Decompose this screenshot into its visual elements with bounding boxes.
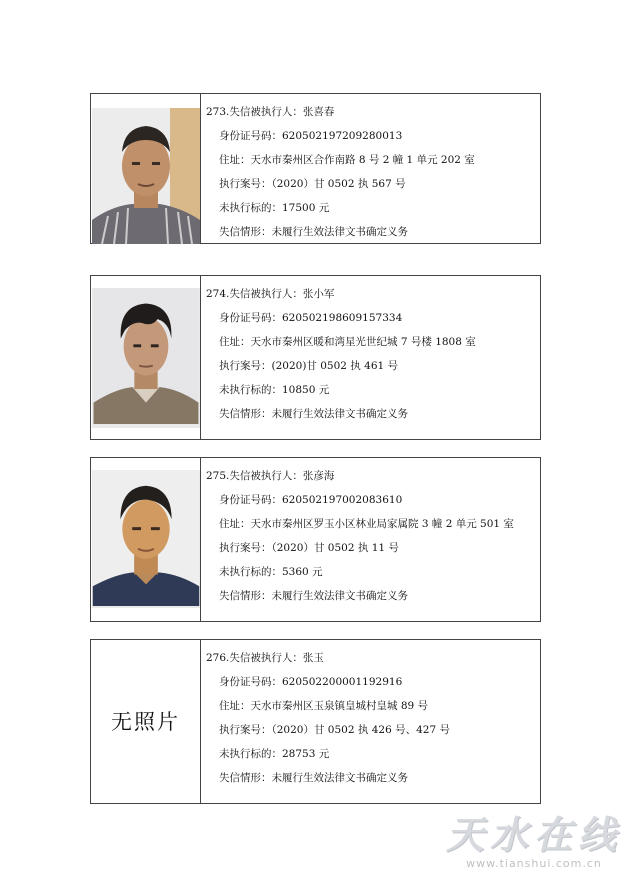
portrait-image xyxy=(92,470,200,606)
unexecuted-amount: 未执行标的：28753 元 xyxy=(219,748,330,760)
unexecuted-amount: 未执行标的：10850 元 xyxy=(219,384,330,396)
record-info xyxy=(206,282,536,426)
record-274 xyxy=(90,275,541,440)
photo-cell xyxy=(91,94,201,243)
address: 住址：天水市秦州区合作南路 8 号 2 幢 1 单元 202 室 xyxy=(219,154,475,166)
id-number: 身份证号码：620502198609157334 xyxy=(219,312,403,324)
default-situation: 失信情形：未履行生效法律文书确定义务 xyxy=(219,772,408,784)
record-info xyxy=(206,646,536,790)
case-number: 执行案号：（2020）甘 0502 执 11 号 xyxy=(219,542,399,554)
address: 住址：天水市秦州区玉泉镇皇城村皇城 89 号 xyxy=(219,700,429,712)
case-number: 执行案号：（2020）甘 0502 执 426 号、427 号 xyxy=(219,724,450,736)
case-number: 执行案号：（2020）甘 0502 执 567 号 xyxy=(219,178,406,190)
id-number: 身份证号码：620502200001192916 xyxy=(219,676,403,688)
photo-cell xyxy=(91,458,201,621)
address: 住址：天水市秦州区罗玉小区林业局家属院 3 幢 2 单元 501 室 xyxy=(219,518,514,530)
record-heading: 275.失信被执行人：张彦海 xyxy=(206,470,335,482)
case-number: 执行案号：(2020)甘 0502 执 461 号 xyxy=(219,360,399,372)
record-heading: 276.失信被执行人：张玉 xyxy=(206,652,324,664)
portrait-image xyxy=(92,288,200,424)
person-photo xyxy=(92,470,200,608)
default-situation: 失信情形：未履行生效法律文书确定义务 xyxy=(219,226,408,238)
record-273 xyxy=(90,93,541,244)
record-info xyxy=(206,100,536,244)
record-info xyxy=(206,464,536,608)
site-watermark xyxy=(446,804,622,870)
record-276 xyxy=(90,639,541,804)
photo-cell xyxy=(91,640,201,803)
record-heading: 273.失信被执行人：张喜春 xyxy=(206,106,335,118)
person-photo xyxy=(92,108,200,244)
address: 住址：天水市秦州区暖和湾星光世纪城 7 号楼 1808 室 xyxy=(219,336,476,348)
no-photo-label: 无照片 xyxy=(111,710,180,734)
id-number: 身份证号码：620502197209280013 xyxy=(219,130,403,142)
record-heading: 274.失信被执行人：张小军 xyxy=(206,288,335,300)
id-number: 身份证号码：620502197002083610 xyxy=(219,494,403,506)
unexecuted-amount: 未执行标的：5360 元 xyxy=(219,566,323,578)
watermark-url: www.tianshui.com.cn xyxy=(466,857,602,870)
portrait-image xyxy=(92,108,200,244)
watermark-brand: 天水在线 xyxy=(445,813,622,857)
default-situation: 失信情形：未履行生效法律文书确定义务 xyxy=(219,590,408,602)
record-275 xyxy=(90,457,541,622)
unexecuted-amount: 未执行标的：17500 元 xyxy=(219,202,330,214)
person-photo xyxy=(92,288,200,428)
photo-cell xyxy=(91,276,201,439)
default-situation: 失信情形：未履行生效法律文书确定义务 xyxy=(219,408,408,420)
